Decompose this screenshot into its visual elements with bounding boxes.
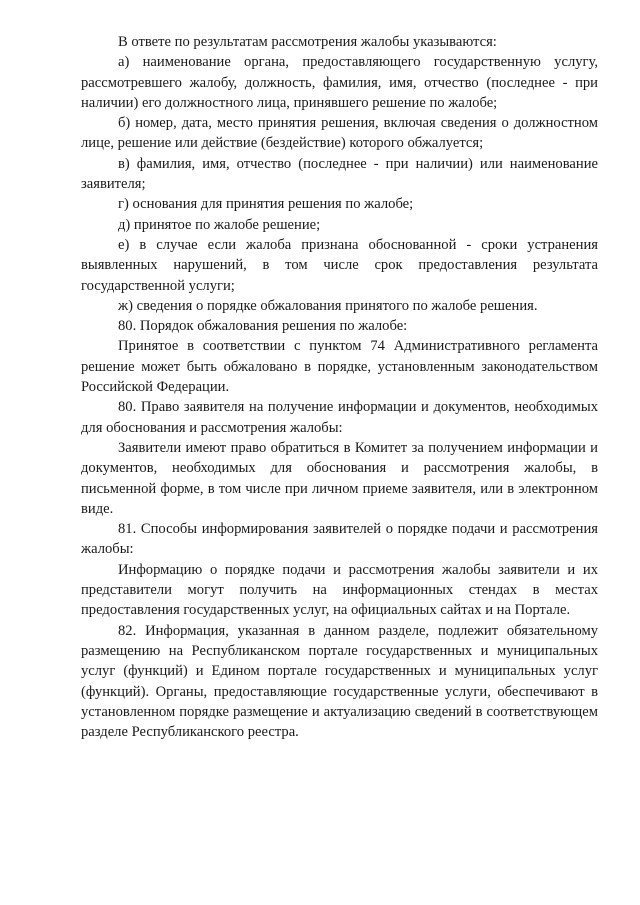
section-80-rights-heading: 80. Право заявителя на получение информации и документов, необходимых для обоснования и рассмотрения жалобы: — [81, 399, 598, 436]
section-81-body: Информацию о порядке подачи и рассмотрения жалобы заявители и их представители могут получить на информационных стендах в местах предоставления государственных услуг, на официальных сайтах и на Портале. — [81, 561, 598, 619]
list-item-e: е) в случае если жалоба признана обоснованной - сроки устранения выявленных нарушений, в том числе срок предоставления результата государственной услуги; — [81, 236, 598, 294]
list-item-g: г) основания для принятия решения по жалобе; — [118, 196, 414, 213]
section-82-body: 82. Информация, указанная в данном разделе, подлежит обязательному размещению на Республиканском портале государственных и муниципальных услуг (функций) и Едином портале государственных и муниципальных услуг (функций). Органы, предоставляющие государственные услуги, обеспечивают в установленном порядке размещение и актуализацию сведений в соответствующем разделе Республиканского реестра. — [81, 622, 598, 741]
section-80-appeal-heading: 80. Порядок обжалования решения по жалобе: — [118, 318, 408, 335]
list-item-d: д) принятое по жалобе решение; — [118, 216, 321, 233]
section-80-appeal-body: Принятое в соответствии с пунктом 74 Административного регламента решение может быть обжаловано в порядке, установленным законодательством Российской Федерации. — [81, 338, 598, 396]
response-contents-intro: В ответе по результатам рассмотрения жалобы указываются: — [118, 34, 497, 50]
list-item-a: а) наименование органа, предоставляющего государственную услугу, рассмотревшего жалобу, должность, фамилия, имя, отчество (последнее - при наличии) его должностного лица, принявшего решение по жалобе; — [81, 54, 598, 111]
section-81-heading: 81. Способы информирования заявителей о порядке подачи и рассмотрения жалобы: — [81, 521, 598, 558]
list-item-v: в) фамилия, имя, отчество (последнее - при наличии) или наименование заявителя; — [81, 155, 598, 193]
list-item-zh: ж) сведения о порядке обжалования принятого по жалобе решения. — [118, 297, 538, 314]
document-page — [81, 32, 598, 742]
list-item-b: б) номер, дата, место принятия решения, включая сведения о должностном лице, решение или действие (бездействие) которого обжалуется; — [81, 115, 598, 152]
section-80-rights-body: Заявители имеют право обратиться в Комитет за получением информации и документов, необходимых для обоснования и рассмотрения жалобы, в письменной форме, в том числе при личном приеме заявителя, или в электронном виде. — [81, 439, 598, 517]
